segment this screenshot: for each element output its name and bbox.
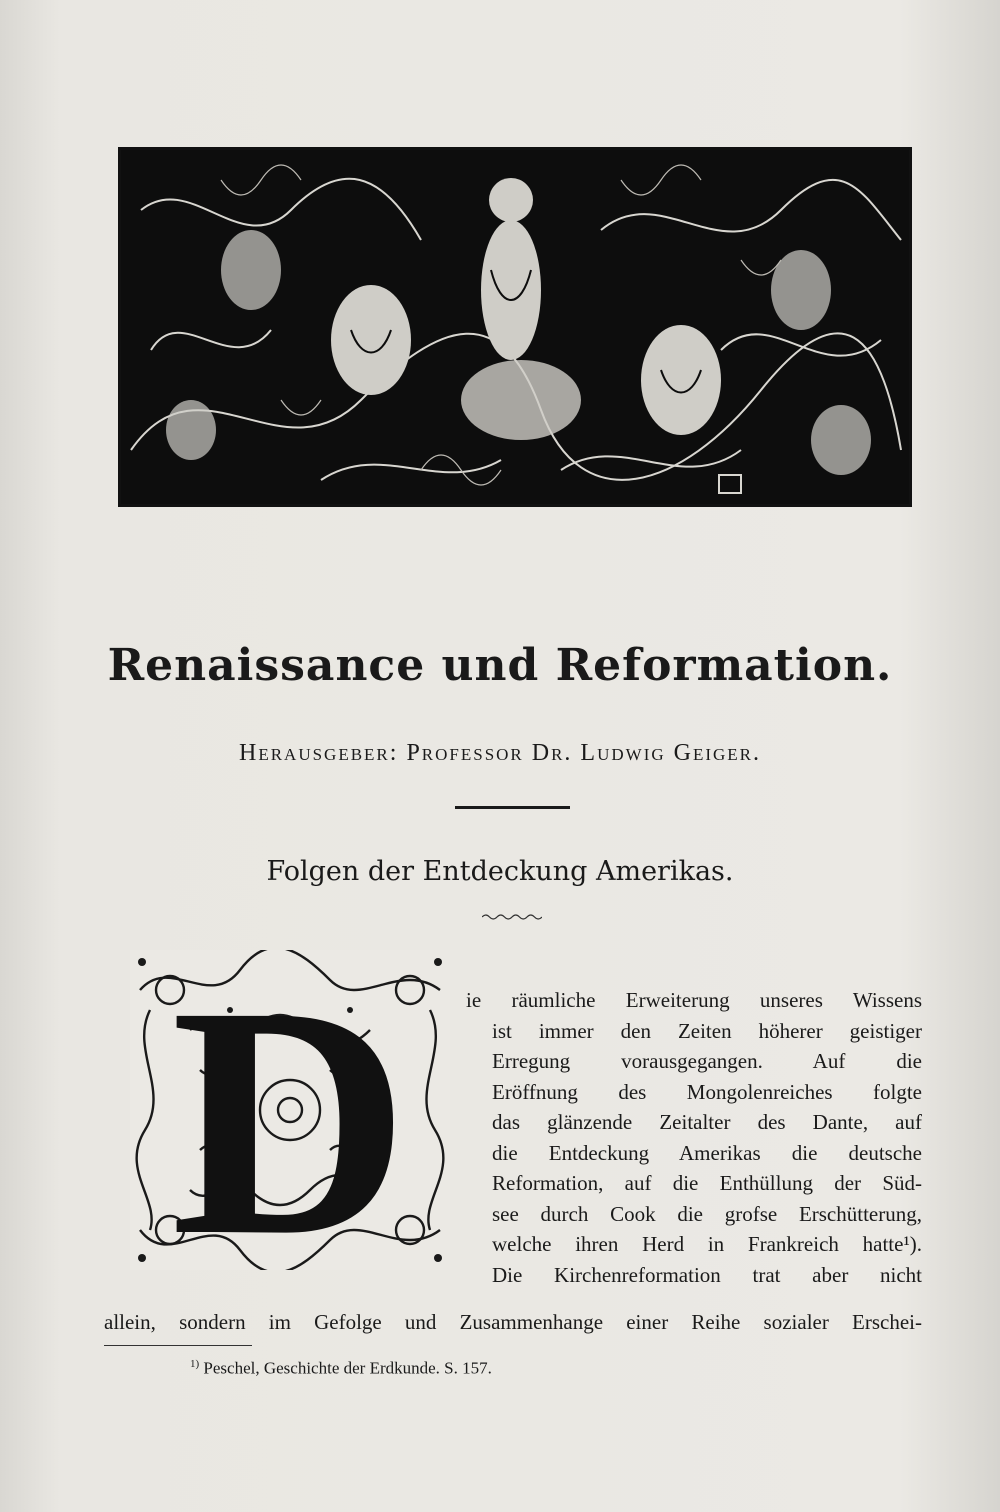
body-line: welche ihren Herd in Frankreich hatte¹). [492, 1232, 922, 1256]
decorated-drop-cap [130, 950, 450, 1270]
body-line: das glänzende Zeitalter des Dante, auf [492, 1110, 922, 1134]
drop-cap-ornament [130, 950, 450, 1270]
footnote-text: Peschel, Geschichte der Erdkunde. S. 157. [203, 1358, 492, 1378]
wavy-divider [482, 912, 542, 922]
body-line: Erregung vorausgegangen. Auf die [492, 1049, 922, 1073]
footnote [190, 1358, 492, 1379]
body-line: Die Kirchenreformation trat aber nicht [492, 1262, 922, 1287]
body-line: see durch Cook die grofse Erschütterung, [492, 1201, 922, 1226]
body-line: Eröffnung des Mongolenreiches folgte [492, 1079, 922, 1104]
article-body-column [466, 985, 922, 1290]
footnote-rule [104, 1345, 252, 1346]
body-line: ie räumliche Erweiterung unseres Wissens [466, 988, 922, 1012]
section-title: Renaissance und Reformation. [107, 640, 893, 691]
body-line: Reformation, auf die Enthüllung der Süd- [492, 1171, 922, 1195]
body-line: die Entdeckung Amerikas die deutsche [492, 1140, 922, 1165]
body-line: ist immer den Zeiten höherer geistiger [492, 1018, 922, 1043]
drop-cap-letter: D [170, 950, 410, 1270]
body-line-full-width: allein, sondern im Gefolge und Zusammenhange einer Reihe sozialer Erschei- [104, 1310, 922, 1334]
editor-line: Herausgeber: Professor Dr. Ludwig Geiger. [238, 740, 762, 766]
ornament-illustration [121, 150, 909, 504]
divider-rule [455, 806, 570, 809]
article-subtitle: Folgen der Entdeckung Amerikas. [266, 856, 734, 887]
footnote-marker: 1) [190, 1358, 200, 1370]
ornamental-header-engraving [118, 147, 912, 507]
